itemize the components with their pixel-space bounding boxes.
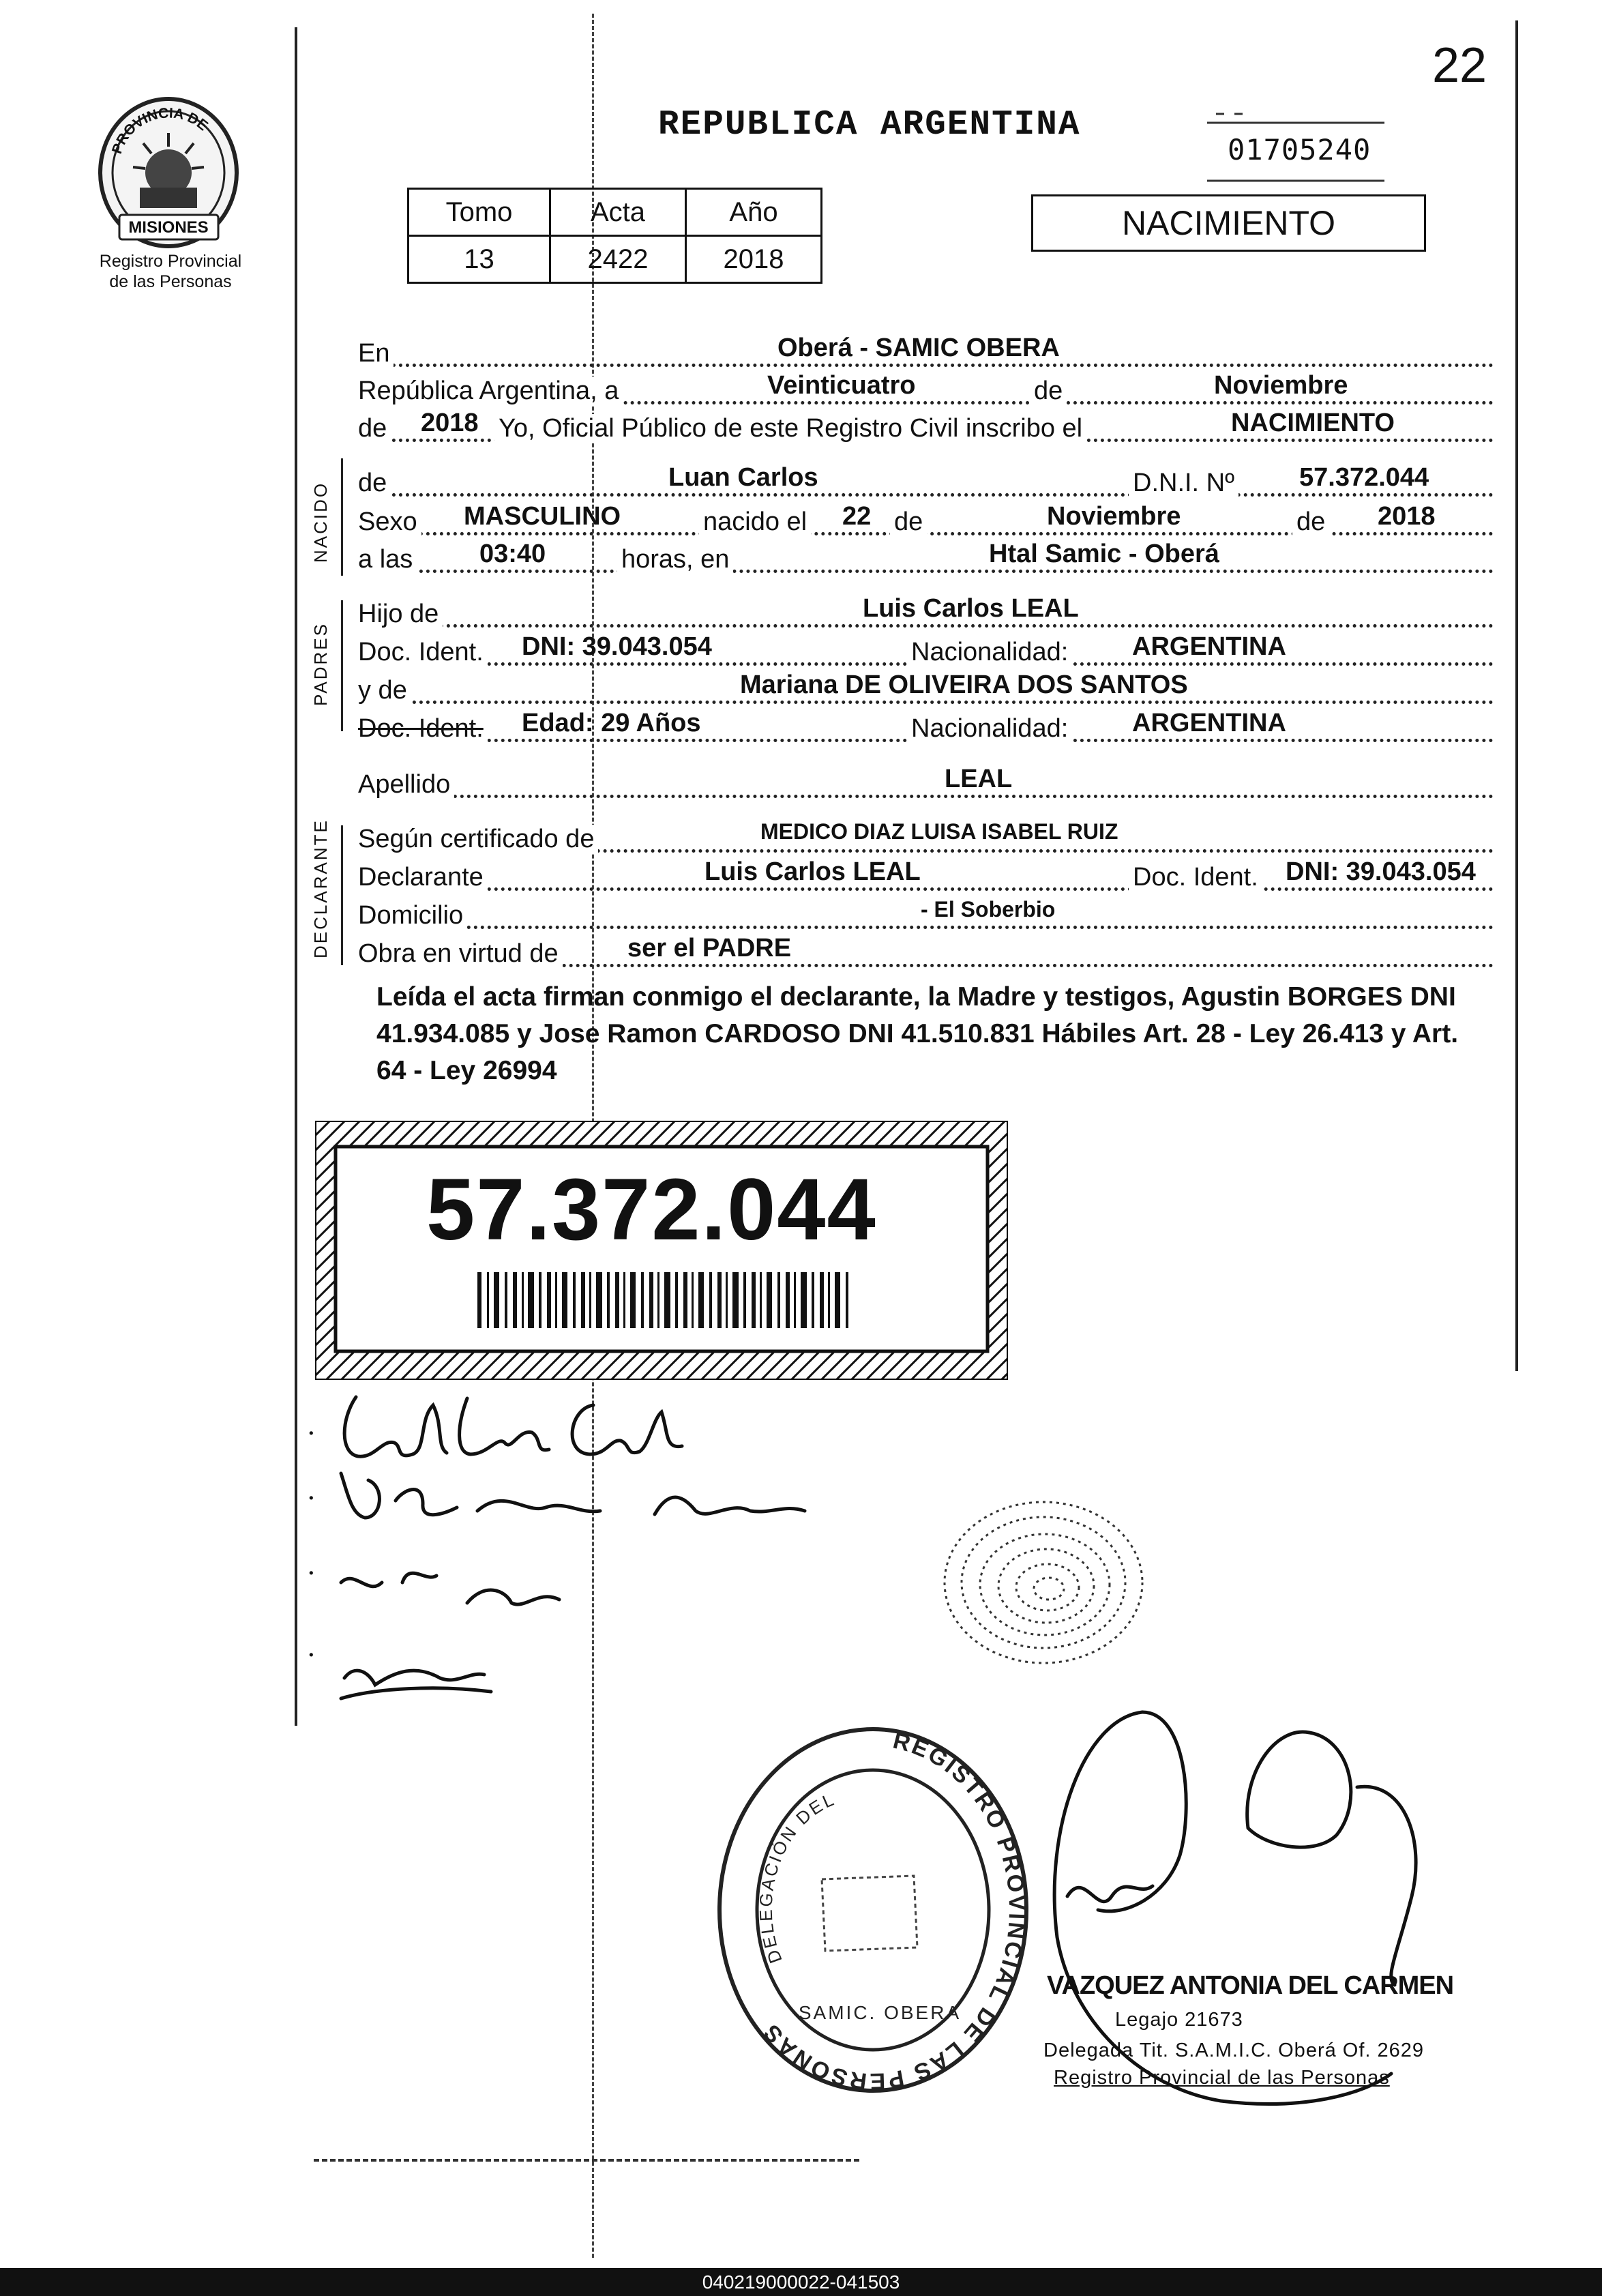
dotted-leader [358,570,1494,573]
province-coat-of-arms-logo [89,92,249,252]
obra-label: Obra en virtud de [358,939,563,969]
de-label: de [1030,377,1067,406]
declarante-doc-label: Doc. Ident. [1129,863,1262,892]
registry-header-row [409,189,822,236]
date-row [358,372,1494,410]
svg-text:MISIONES: MISIONES [128,218,209,237]
dotted-leader [358,624,1494,628]
month-value: Noviembre [1214,371,1348,400]
y-de-label: y de [358,676,411,705]
declarante-row [358,858,1494,896]
declarant-signatures [300,1378,982,1733]
day-words: Veinticuatro [767,371,916,400]
father-nationality-label: Nacionalidad: [907,638,1072,667]
anio-header: Año [686,189,822,236]
svg-text:DELEGACIÓN DEL: DELEGACIÓN DEL [755,1788,839,1967]
logo-caption [68,251,273,292]
fingerprint [928,1490,1153,1675]
witness-statement: Leída el acta firman conmigo el declarante, la Madre y testigos, Agustin BORGES DNI 41.934.085 y Jose Ramon CARDOSO DNI 41.510.831 Hábiles Art. 28 - Ley 26.413 y Art. 64 - Ley 26994 [376,982,1459,1085]
father-name: Luis Carlos LEAL [863,594,1079,623]
officer-statement: Yo, Oficial Público de este Registro Civil inscribo el [494,414,1086,443]
year-value: 2018 [421,409,479,437]
father-doc: DNI: 39.043.054 [522,632,712,661]
serial-number: 01705240 [1228,133,1371,166]
child-name: Luan Carlos [668,463,818,492]
father-doc-row [358,633,1494,671]
date-label: República Argentina, a [358,377,623,406]
mother-doc-label-struck: Doc. Ident. [358,714,488,744]
nacido-de-label: de [358,469,391,498]
birth-time: 03:40 [479,540,546,568]
official-organization: Registro Provincial de las Personas [1054,2067,1390,2089]
right-margin-line [1515,20,1518,1371]
logo-caption-line1: Registro Provincial [99,252,242,271]
nacido-name-row [358,464,1494,502]
nacido-time-row [358,540,1494,578]
mother-doc-row [358,709,1494,748]
logo-caption-line2: de las Personas [109,272,232,291]
declarante-section-label: DECLARANTE [310,819,331,958]
nacido-birth-row [358,503,1494,541]
mother-age: Edad: 29 Años [522,709,701,737]
certificado-value: MEDICO DIAZ LUISA ISABEL RUIZ [760,819,1118,844]
certificado-row [358,820,1494,858]
birth-day: 22 [842,502,872,531]
mother-row [358,671,1494,709]
document-title: REPUBLICA ARGENTINA [658,106,1081,145]
svg-text:·: · [307,1418,316,1449]
padres-bracket [341,600,343,731]
svg-text:·: · [307,1640,316,1671]
acta-value: 2422 [550,236,686,283]
tomo-header: Tomo [409,189,550,236]
dotted-leader [358,926,1494,929]
certificado-label: Según certificado de [358,825,598,854]
svg-text:PROVINCIA DE: PROVINCIA DE [109,105,211,156]
de-label-2: de [1292,507,1329,537]
sexo-value: MASCULINO [464,502,621,531]
sexo-label: Sexo [358,507,421,537]
domicilio-value: - El Soberbio [921,897,1056,922]
declarante-name: Luis Carlos LEAL [704,857,921,886]
place-label: En [358,339,394,368]
domicilio-label: Domicilio [358,901,467,930]
left-margin-line [295,27,297,1726]
official-role: Delegada Tit. S.A.M.I.C. Oberá Of. 2629 [1043,2040,1425,2061]
svg-text:REGISTRO PROVINCIAL DE LAS PER: REGISTRO PROVINCIAL DE LAS PERSONAS [757,1727,1030,2095]
mother-nationality: ARGENTINA [1132,709,1286,737]
dni-label: D.N.I. Nº [1129,469,1238,498]
record-type-box: NACIMIENTO [1031,194,1426,252]
tomo-value: 13 [409,236,550,283]
de-label-1: de [890,507,927,537]
declarante-bracket [341,825,343,965]
nacido-el-label: nacido el [699,507,811,537]
dotted-leader [358,701,1494,704]
event-value: NACIMIENTO [1231,409,1395,437]
mother-name: Mariana DE OLIVEIRA DOS SANTOS [740,671,1188,699]
declarante-doc: DNI: 39.043.054 [1286,857,1476,886]
dotted-leader [358,364,1494,367]
page-number: 22 [1432,38,1487,93]
nacido-bracket [341,458,343,576]
apellido-row [358,765,1494,804]
birth-month: Noviembre [1047,502,1181,531]
nacido-section-label: NACIDO [310,481,331,563]
footer-document-code: 040219000022-041503 [702,2271,900,2293]
svg-text:·: · [307,1483,316,1514]
birth-year: 2018 [1378,502,1436,531]
obra-row [358,934,1494,973]
horas-label: horas, en [617,545,733,574]
child-dni: 57.372.044 [1299,463,1429,492]
hijo-de-label: Hijo de [358,600,443,629]
apellido-label: Apellido [358,770,454,799]
year-row [358,409,1494,447]
barcode-number: 57.372.044 [426,1161,877,1259]
alas-label: a las [358,545,417,574]
svg-text:·: · [307,1558,316,1589]
mother-nationality-label: Nacionalidad: [907,714,1072,744]
place-row [358,334,1494,372]
official-name: VAZQUEZ ANTONIA DEL CARMEN [1047,1971,1454,2000]
dotted-leader [358,887,1494,891]
father-doc-label: Doc. Ident. [358,638,488,667]
registry-value-row [409,236,822,283]
year-de-label: de [358,414,391,443]
dotted-leader [358,493,1494,497]
padres-section-label: PADRES [310,622,331,706]
birth-place: Htal Samic - Oberá [989,540,1219,568]
anio-value: 2018 [686,236,822,283]
father-nationality: ARGENTINA [1132,632,1286,661]
svg-text:SAMIC. OBERA: SAMIC. OBERA [798,2002,962,2023]
registry-table [407,188,822,284]
father-row [358,595,1494,633]
apellido-value: LEAL [945,765,1013,793]
dotted-leader [358,795,1494,798]
official-legajo: Legajo 21673 [1115,2009,1243,2031]
acta-header: Acta [550,189,686,236]
obra-value: ser el PADRE [627,934,792,962]
bottom-dashed-rule [314,2159,859,2162]
domicilio-row [358,896,1494,934]
place-value: Oberá - SAMIC OBERA [777,334,1060,362]
declarante-label: Declarante [358,863,488,892]
